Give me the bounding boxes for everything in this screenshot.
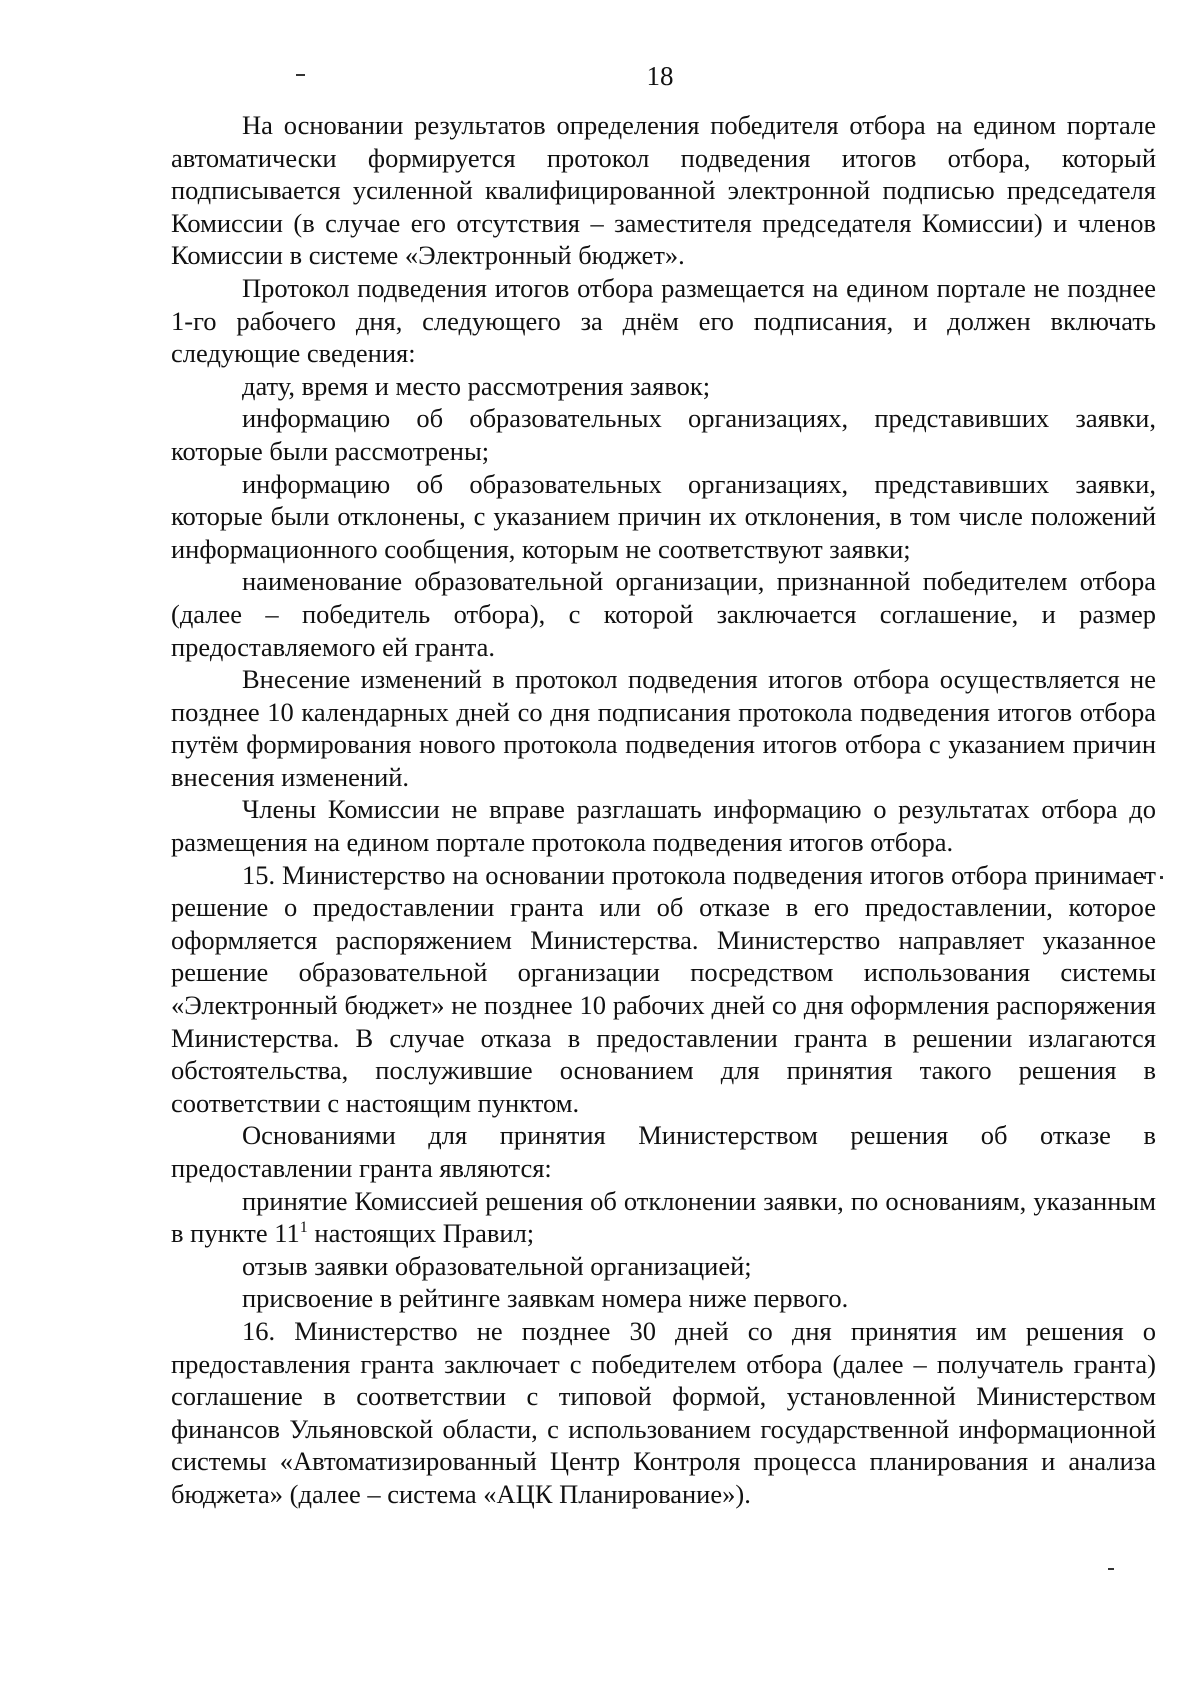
list-item: информацию об образовательных организациях, представивших заявки, которые были отклонены, с указанием причин их отклонения, в том числе положений информационного сообщения, которым не соответствуют заявки;	[171, 468, 1156, 564]
list-item: наименование образовательной организации, признанной победителем отбора (далее – победитель отбора), с которой заключается соглашение, и размер предоставляемого ей гранта.	[171, 566, 1156, 662]
section-15: 15. Министерство на основании протокола подведения итогов отбора принимает решение о предоставлении гранта или об отказе в его предоставлении, которое оформляется распоряжением Министерства. Министерство направляет указанное решение образовательной организации посредством использования системы «Электронный бюджет» не позднее 10 рабочих дней со дня оформления распоряжения Министерства. В случае отказа в предоставлении гранта в решении излагаются обстоятельства, послужившие основанием для принятия такого решения в соответствии с настоящим пунктом.	[171, 859, 1156, 1118]
list-item-text: настоящих Правил;	[307, 1218, 535, 1249]
document-body	[171, 109, 1156, 1511]
scan-mark	[1108, 1568, 1114, 1570]
paragraph: Внесение изменений в протокол подведения итогов отбора осуществляется не позднее 10 календарных дней со дня подписания протокола подведения итогов отбора путём формирования нового протокола подведения итогов отбора с указанием причин внесения изменений.	[171, 664, 1156, 792]
list-item: информацию об образовательных организациях, представивших заявки, которые были рассмотрены;	[171, 403, 1156, 466]
paragraph: Основаниями для принятия Министерством решения об отказе в предоставлении гранта являются:	[171, 1120, 1156, 1183]
paragraph: Протокол подведения итогов отбора размещается на едином портале не позднее 1-го рабочего дня, следующего за днём его подписания, и должен включать следующие сведения:	[171, 272, 1156, 369]
scan-mark	[1160, 876, 1163, 879]
paragraph: Члены Комиссии не вправе разглашать информацию о результатах отбора до размещения на едином портале протокола подведения итогов отбора.	[171, 794, 1156, 858]
list-item: отзыв заявки образовательной организацией;	[242, 1250, 752, 1281]
paragraph: На основании результатов определения победителя отбора на едином портале автоматически формируется протокол подведения итогов отбора, который подписывается усиленной квалифицированной электронной подписью председателя Комиссии (в случае его отсутствия – заместителя председателя Комиссии) и членов Комиссии в системе «Электронный бюджет».	[171, 110, 1156, 271]
list-item-text: принятие Комиссией решения об отклонении заявки, по основаниям, указанным в пункте 11	[171, 1185, 1156, 1249]
section-16: 16. Министерство не позднее 30 дней со дня принятия им решения о предоставления гранта заключает с победителем отбора (далее – получатель гранта) соглашение в соответствии с типовой формой, установленной Министерством финансов Ульяновской области, с использованием государственной информационной системы «Автоматизированный Центр Контроля процесса планирования и анализа бюджета» (далее – система «АЦК Планирование»).	[171, 1315, 1156, 1509]
list-item: присвоение в рейтинге заявкам номера ниже первого.	[242, 1283, 849, 1314]
list-item	[171, 1185, 1156, 1250]
list-item: дату, время и место рассмотрения заявок;	[242, 370, 711, 401]
page-number: 18	[646, 61, 674, 91]
superscript: 1	[299, 1219, 308, 1237]
